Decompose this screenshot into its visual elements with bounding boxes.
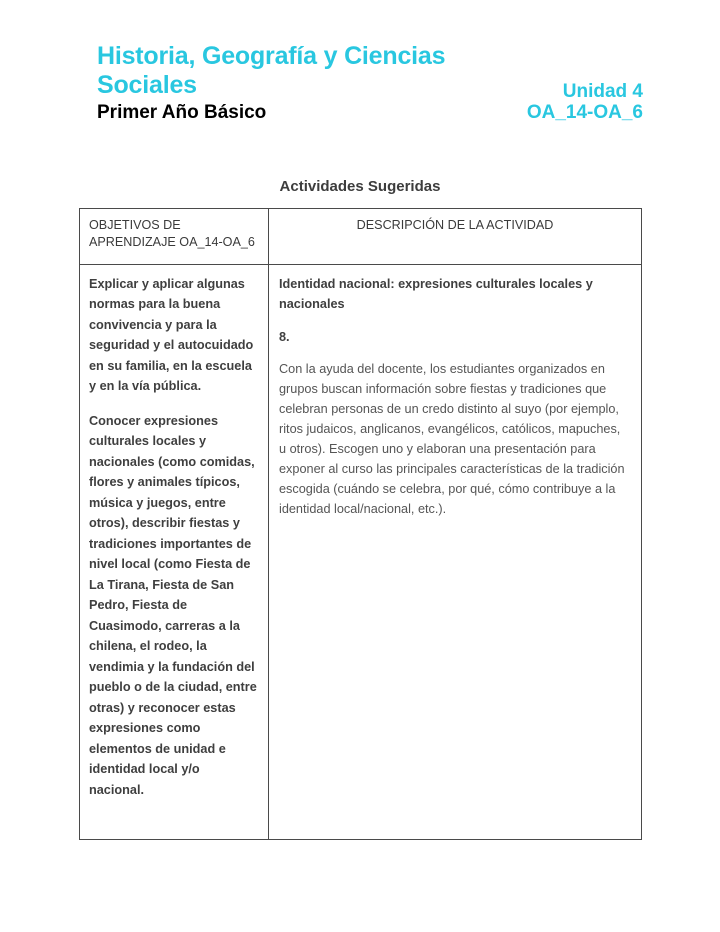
header-top-row — [97, 42, 643, 100]
objective-paragraph-1: Explicar y aplicar algunas normas para la buena convivencia y para la seguridad y el autocuidado en su familia, en la escuela y en la vía pública. — [89, 276, 254, 394]
description-body: Con la ayuda del docente, los estudiantes organizados en grupos buscan información sobre fiestas y tradiciones que celebran personas de un credo distinto al suyo (por ejemplo, ritos judaicos, anglicanos, evangélicos, católicos, mapuches, u otros). Escogen uno y elaboran una presentación para exponer al curso las principales características de la tradición escogida (cuándo se celebra, por qué, cómo contribuye a la identidad local/nacional, etc.). — [279, 361, 625, 516]
section-title: Actividades Sugeridas — [279, 178, 441, 195]
activities-table — [79, 208, 642, 840]
unit-label: Unidad 4 — [562, 81, 643, 102]
cell-descripcion — [269, 264, 642, 839]
cell-objetivos — [80, 264, 269, 839]
column-header-objetivos: OBJETIVOS DE APRENDIZAJE OA_14-OA_6 — [80, 209, 269, 265]
table-row — [80, 264, 642, 839]
grade-label: Primer Año Básico — [97, 102, 267, 123]
document-header — [97, 42, 643, 128]
subject-title: Historia, Geografía y Ciencias Sociales — [97, 42, 446, 99]
header-bottom-row — [97, 102, 643, 128]
oa-code-label: OA_14-OA_6 — [526, 102, 643, 123]
table-header-row — [80, 209, 642, 265]
description-heading: Identidad nacional: expresiones culturales locales y nacionales — [279, 276, 593, 312]
objective-paragraph-2: Conocer expresiones culturales locales y nacionales (como comidas, flores y animales típicos, música y juegos, entre otros), describir fiestas y tradiciones importantes de nivel local (como Fiesta de La Tirana, Fiesta de San Pedro, Fiesta de Cuasimodo, carreras a la chilena, el rodeo, la vendimia y la fundación del pueblo o de la ciudad, entre otras) y reconocer estas expresiones como elementos de unidad e identidad local y/o nacional. — [89, 413, 257, 797]
column-header-descripcion: DESCRIPCIÓN DE LA ACTIVIDAD — [269, 209, 642, 265]
description-number: 8. — [279, 329, 290, 344]
